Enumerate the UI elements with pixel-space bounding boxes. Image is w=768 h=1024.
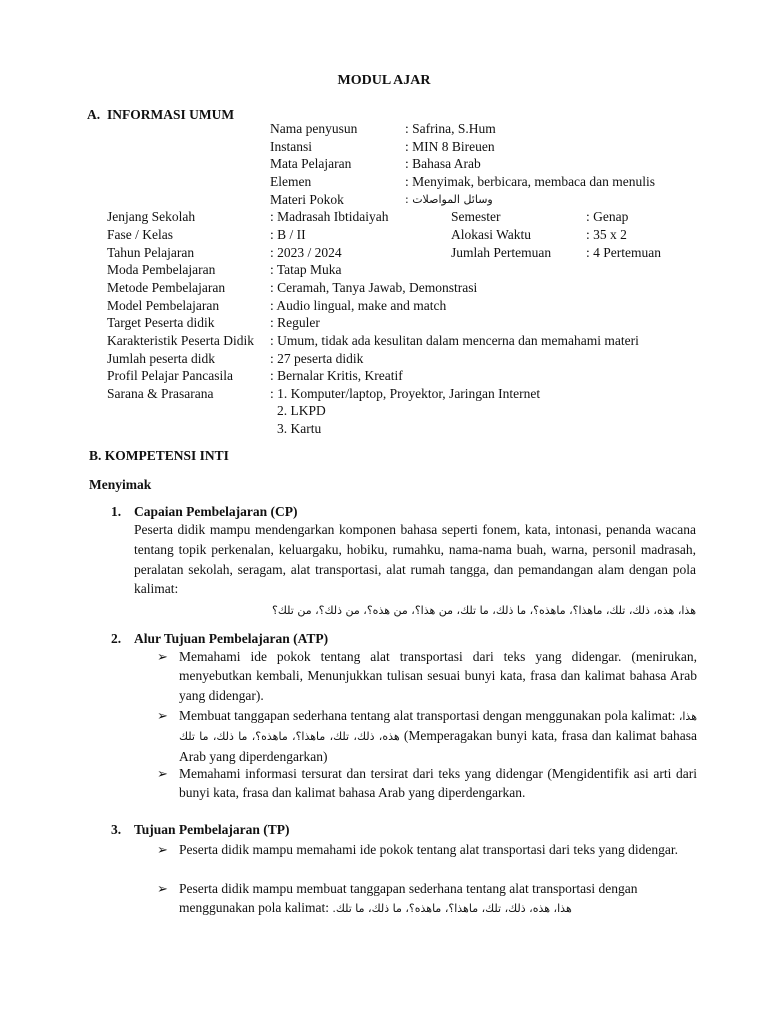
atp-item-text: Membuat tanggapan sederhana tentang alat transportasi dengan menggunakan pola kalimat:	[179, 708, 676, 723]
arrowhead-bullet-icon: ➢	[157, 842, 168, 857]
info-value: : Tatap Muka	[270, 262, 342, 277]
tp-item: Peserta didik mampu memahami ide pokok tentang alat transportasi dari teks yang didengar.	[179, 842, 678, 857]
info-value: : Safrina, S.Hum	[405, 121, 496, 136]
info-label: Jenjang Sekolah	[107, 209, 196, 224]
info-label: Target Peserta didik	[107, 315, 215, 330]
info-label: Moda Pembelajaran	[107, 262, 216, 277]
info-value: : Umum, tidak ada kesulitan dalam mencerna dan memahami materi	[270, 333, 639, 348]
info-value: : Bahasa Arab	[405, 156, 481, 171]
info-value: : 4 Pertemuan	[586, 245, 661, 260]
section-b-heading: B. KOMPETENSI INTI	[89, 448, 229, 463]
info-value: : 35 x 2	[586, 227, 627, 242]
sarana-item: 2. LKPD	[277, 403, 326, 418]
arrowhead-bullet-icon: ➢	[157, 649, 168, 664]
info-value: : Bernalar Kritis, Kreatif	[270, 368, 403, 383]
arrowhead-bullet-icon: ➢	[157, 766, 168, 781]
sarana-item: 3. Kartu	[277, 421, 322, 436]
info-value: : 2023 / 2024	[270, 245, 342, 260]
info-label: Fase / Kelas	[107, 227, 173, 242]
tp-heading: Tujuan Pembelajaran (TP)	[134, 822, 290, 837]
cp-heading: Capaian Pembelajaran (CP)	[134, 504, 298, 519]
info-label: Model Pembelajaran	[107, 298, 220, 313]
info-label: Semester	[451, 209, 501, 224]
arrowhead-bullet-icon: ➢	[157, 881, 168, 896]
section-a-letter: A.	[87, 107, 101, 122]
info-value: : 1. Komputer/laptop, Proyektor, Jaringan Internet	[270, 386, 541, 401]
atp-item: Memahami informasi tersurat dan tersirat dari teks yang didengar (Mengidentifik asi arti dari bunyi kata, frasa dan kalimat bahasa Arab yang diperdengarkan.	[179, 766, 697, 801]
tp-item-arabic: هذا، هذه، ذلك، تلك، ماهذا؟، ماهذه؟، ما ذلك، ما تلك.	[332, 902, 572, 916]
info-value: : 27 peserta didik	[270, 351, 364, 366]
atp-heading: Alur Tujuan Pembelajaran (ATP)	[134, 631, 329, 646]
info-label: Materi Pokok	[270, 192, 344, 207]
atp-item-arabic: هذا، هذه، ذلك، تلك، ماهذا؟، ماهذه؟، ما ذلك، ما تلك	[179, 710, 697, 744]
tp-item-text: Peserta didik mampu membuat tanggapan sederhana tentang alat transportasi dengan menggunakan pola kalimat:	[179, 881, 638, 916]
atp-item-text: (Memperagakan bunyi kata, frasa dan kalimat bahasa Arab yang diperdengarkan)	[179, 728, 697, 764]
info-value: : Genap	[586, 209, 629, 224]
info-value: : Madrasah Ibtidaiyah	[270, 209, 389, 224]
document-title: MODUL AJAR	[337, 73, 431, 88]
section-b-subheading: Menyimak	[89, 477, 152, 492]
arrowhead-bullet-icon: ➢	[157, 708, 168, 723]
info-label: Metode Pembelajaran	[107, 280, 226, 295]
info-value: : B / II	[270, 227, 306, 242]
info-value: : MIN 8 Bireuen	[405, 139, 495, 154]
info-label: Profil Pelajar Pancasila	[107, 368, 233, 383]
info-value-arabic: وسائل المواصلات :	[405, 193, 493, 206]
info-value: : Ceramah, Tanya Jawab, Demonstrasi	[270, 280, 478, 295]
info-label: Instansi	[270, 139, 312, 154]
info-label: Elemen	[270, 174, 312, 189]
info-value: : Reguler	[270, 315, 320, 330]
info-label: Nama penyusun	[270, 121, 358, 136]
atp-number: 2.	[111, 631, 122, 646]
atp-item	[179, 706, 697, 766]
info-label: Sarana & Prasarana	[107, 386, 214, 401]
info-label: Tahun Pelajaran	[107, 245, 195, 260]
tp-item	[179, 879, 697, 919]
info-label: Mata Pelajaran	[270, 156, 352, 171]
info-label: Karakteristik Peserta Didik	[107, 333, 254, 348]
cp-text: Peserta didik mampu mendengarkan komponen bahasa seperti fonem, kata, intonasi, penanda wacana tentang topik perkenalan, keluargaku, hobiku, rumahku, nama-nama buah, warna, personil madrasah, peralatan sekolah, seragam, alat transportasi, alat rumah tangga, dan pemandangan alam dengan pola kalimat:	[134, 522, 696, 597]
section-a-heading: INFORMASI UMUM	[107, 107, 235, 122]
atp-item: Memahami ide pokok tentang alat transportasi dari teks yang didengar. (menirukan, menyebutkan kembali, Menunjukkan tulisan sesuai bunyi kata, frasa dan kalimat bahasa Arab yang didengar).	[179, 649, 697, 703]
cp-number: 1.	[111, 504, 122, 519]
info-label: Jumlah Pertemuan	[451, 245, 552, 260]
info-value: : Menyimak, berbicara, membaca dan menulis	[405, 174, 656, 189]
info-label: Jumlah peserta didk	[107, 351, 215, 366]
tp-number: 3.	[111, 822, 122, 837]
info-value: : Audio lingual, make and match	[270, 298, 447, 313]
info-label: Alokasi Waktu	[451, 227, 532, 242]
cp-arabic: هذا، هذه، ذلك، تلك، ماهذا؟، ماهذه؟، ما ذلك، ما تلك، من هذا؟، من هذه؟، من ذلك؟، من تلك؟	[272, 604, 696, 617]
